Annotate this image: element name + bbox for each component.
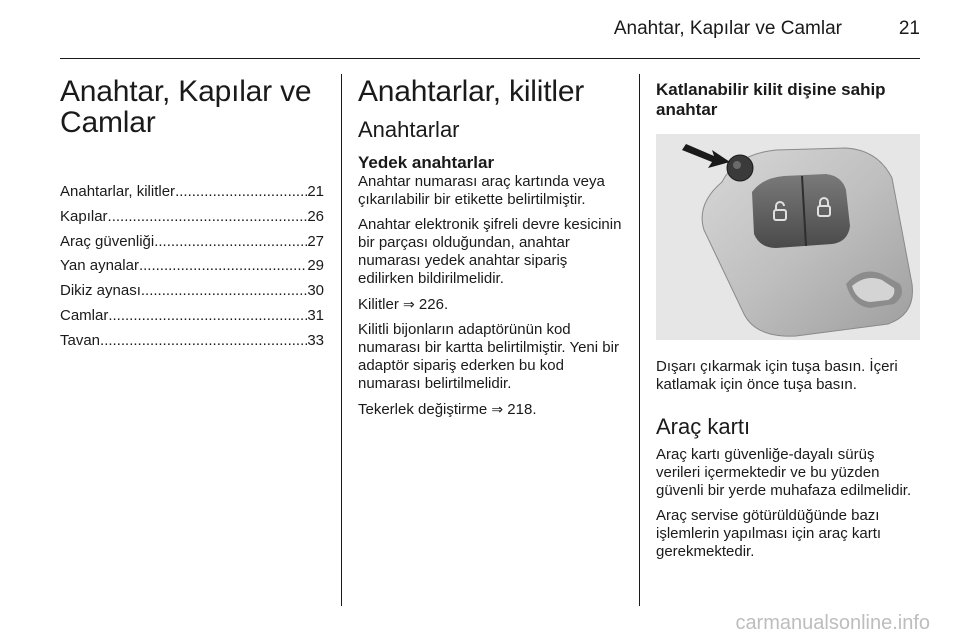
folding-key-illustration [656, 134, 920, 340]
reference-page: 218. [507, 401, 537, 418]
subsection-title-vehicle-card: Araç kartı [656, 414, 751, 439]
toc-leader [108, 208, 308, 226]
toc-label: Yan aynalar [60, 257, 139, 275]
reference-text: Tekerlek değiştirme [358, 401, 488, 418]
paragraph-electronic-code: Anahtar elektronik şifreli devre kesicinin bir parçası olduğundan, anahtar numarası yedek anahtar sipariş edilirken bildirilmelidir. [358, 216, 622, 287]
toc-leader [100, 332, 307, 350]
toc-page: 29 [307, 257, 324, 275]
header-page-number: 21 [898, 18, 920, 39]
column-1 [60, 70, 324, 357]
toc-item-yan-aynalar[interactable] [60, 257, 324, 275]
reference-page: 226. [418, 296, 449, 313]
toc-leader [154, 233, 307, 251]
paragraph-wheel-bolt-adapter: Kilitli bijonların adaptörünün kod numarası bir kartta belirtilmiştir. Yeni bir adaptör sipariş ederken bu kod numarası belirtilmelidir. [358, 321, 619, 392]
arrow-right-icon: ⇒ [403, 296, 415, 312]
reference-text: Kilitler [358, 296, 399, 313]
toc-leader [141, 282, 307, 300]
toc-label: Dikiz aynası [60, 282, 141, 300]
toc-leader [108, 307, 307, 325]
paragraph-vehicle-card-service: Araç servise götürüldüğünde bazı işlemlerin yapılması için araç kartı gerekmektedir. [656, 507, 882, 560]
toc-label: Kapılar [60, 207, 108, 225]
toc-item-dikiz-aynasi[interactable] [60, 282, 324, 300]
toc-label: Araç güvenliği [60, 232, 155, 250]
cross-reference-locks[interactable] [358, 295, 624, 314]
watermark-text: carmanualsonline.info [735, 612, 930, 634]
toc-item-anahtarlar[interactable] [60, 183, 324, 201]
chapter-title: Anahtar, Kapılar ve Camlar [60, 75, 312, 139]
table-of-contents [60, 183, 324, 350]
toc-label: Tavan [60, 331, 101, 349]
section-title: Anahtarlar, kilitler [358, 75, 585, 108]
toc-page: 33 [307, 331, 324, 349]
paragraph-key-number: Anahtar numarası araç kartında veya çıkarılabilir bir etikette belirtilmiştir. [358, 173, 605, 208]
toc-page: 27 [307, 232, 324, 250]
toc-item-tavan[interactable] [60, 332, 324, 350]
column-divider-2 [639, 74, 640, 606]
toc-page: 31 [307, 306, 324, 324]
toc-leader [175, 183, 307, 201]
toc-page: 26 [307, 207, 324, 225]
subsection-title: Anahtarlar [358, 117, 460, 142]
toc-item-arac-guvenligi[interactable] [60, 233, 324, 251]
cross-reference-wheel-change[interactable] [358, 400, 624, 419]
toc-page: 21 [307, 183, 324, 200]
topic-heading: Yedek anahtarlar [358, 153, 495, 172]
topic-heading-folding-key: Katlanabilir kilit dişine sahip anahtar [656, 80, 886, 119]
paragraph-vehicle-card-security: Araç kartı güvenliğe-dayalı sürüş verileri içermektedir ve bu yüzden güvenli bir yerde muhafaza edilmelidir. [656, 446, 912, 499]
header-title: Anahtar, Kapılar ve Camlar [613, 18, 842, 39]
header-rule [60, 58, 920, 59]
figure-caption: Dışarı çıkarmak için tuşa basın. İçeri katlamak için önce tuşa basın. [656, 358, 898, 393]
toc-page: 30 [307, 282, 324, 300]
column-2 [358, 70, 624, 426]
toc-item-camlar[interactable] [60, 307, 324, 325]
toc-label: Anahtarlar, kilitler [60, 183, 176, 200]
column-3 [656, 70, 920, 568]
toc-leader [139, 257, 307, 275]
toc-label: Camlar [60, 306, 109, 324]
arrow-right-icon: ⇒ [491, 401, 504, 417]
toc-item-kapilar[interactable] [60, 208, 324, 226]
column-divider-1 [341, 74, 342, 606]
